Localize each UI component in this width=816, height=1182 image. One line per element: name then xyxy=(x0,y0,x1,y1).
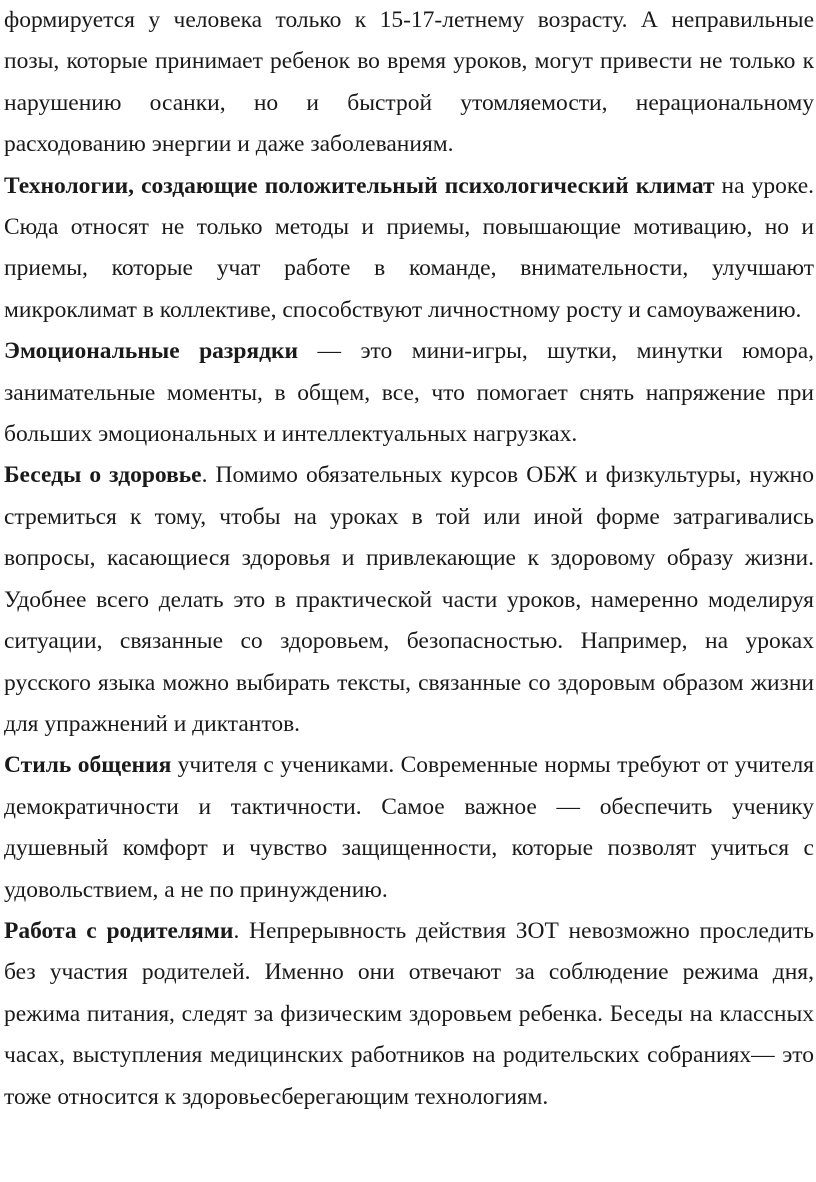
paragraph-parents xyxy=(4,911,814,1118)
paragraph-text: на уроке. Сюда относят не только методы и приемы, повышающие мотивацию, но и приемы, которые учат работе в команде, внимательности, улучшают микроклимат в коллективе, способствуют личностному росту и самоуважению. xyxy=(4,172,814,323)
paragraph-health-talks xyxy=(4,455,814,745)
term-heading: Работа с родителями xyxy=(4,917,234,944)
paragraph-psych-climate xyxy=(4,166,814,332)
paragraph-posture xyxy=(4,0,814,166)
paragraph-communication-style xyxy=(4,745,814,911)
term-heading: Технологии, создающие положительный психологический климат xyxy=(4,172,715,199)
term-heading: Беседы о здоровье xyxy=(4,462,202,489)
term-heading: Стиль общения xyxy=(4,752,172,779)
paragraph-text: формируется у человека только к 15-17-летнему возрасту. А неправильные позы, которые принимает ребенок во время уроков, могут привести не только к нарушению осанки, но и быстрой утомляемости, нерациональному расходованию энергии и даже заболеваниям. xyxy=(4,7,814,158)
term-heading: Эмоциональные разрядки xyxy=(4,338,299,365)
paragraph-text: . Помимо обязательных курсов ОБЖ и физкультуры, нужно стремиться к тому, чтобы на уроках в той или иной форме затрагивались вопросы, касающиеся здоровья и привлекающие к здоровому образу жизни. Удобнее всего делать это в практической части уроков, намеренно моделируя ситуации, связанные со здоровьем, безопасностью. Например, на уроках русского языка можно выбирать тексты, связанные со здоровым образом жизни для упражнений и диктантов. xyxy=(4,462,814,737)
paragraph-text: учителя с учениками. Современные нормы требуют от учителя демократичности и тактичности. Самое важное — обеспечить ученику душевный комфорт и чувство защищенности, которые позволят учиться с удовольствием, а не по принуждению. xyxy=(4,752,814,903)
paragraph-emotional-relief xyxy=(4,331,814,455)
paragraph-text: . Непрерывность действия ЗОТ невозможно проследить без участия родителей. Именно они отвечают за соблюдение режима дня, режима питания, следят за физическим здоровьем ребенка. Беседы на классных часах, выступления медицинских работников на родительских собраниях— это тоже относится к здоровьесберегающим технологиям. xyxy=(4,917,814,1110)
document-page xyxy=(4,0,814,1182)
paragraph-text: — это мини-игры, шутки, минутки юмора, занимательные моменты, в общем, все, что помогает снять напряжение при больших эмоциональных и интеллектуальных нагрузках. xyxy=(4,338,814,448)
